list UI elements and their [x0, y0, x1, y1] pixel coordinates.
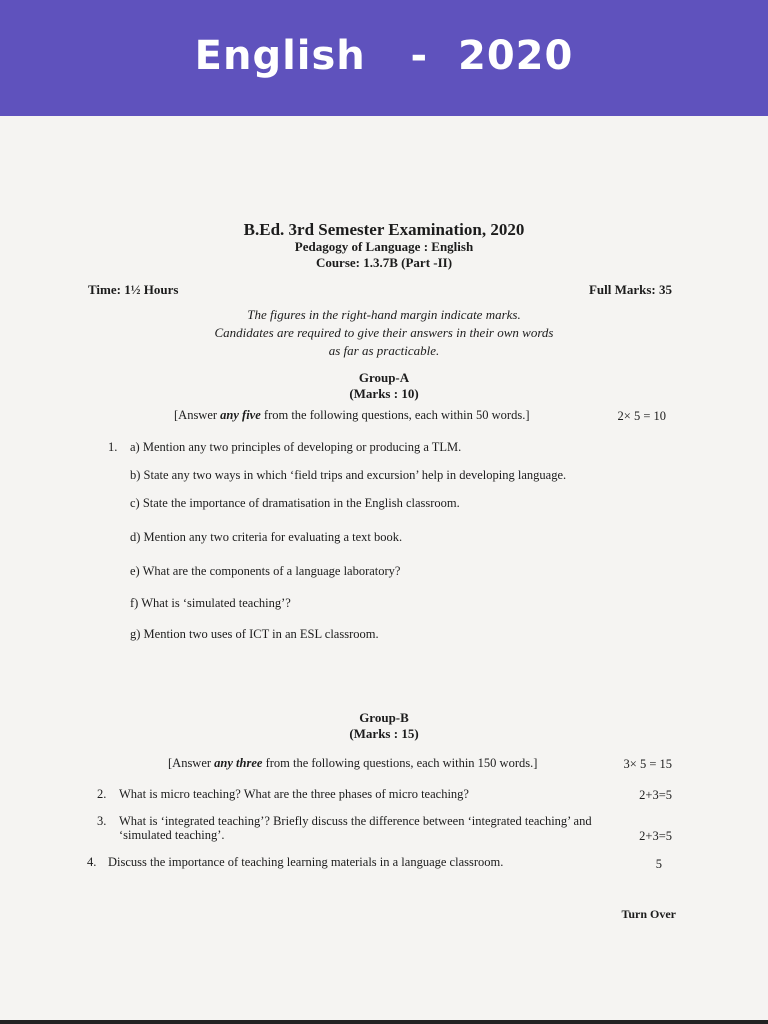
- question-3-text: What is ‘integrated teaching’? Briefly discuss the difference between ‘integrated teaching’ and: [119, 814, 592, 828]
- instruction-line-2: Candidates are required to give their answers in their own words: [214, 325, 554, 340]
- banner-title: English - 2020: [194, 33, 574, 79]
- course-line: Course: 1.3.7B (Part -II): [315, 255, 453, 270]
- question-1b: b) State any two ways in which ‘field trips and excursion’ help in developing language.: [130, 468, 567, 482]
- question-3-number: 3.: [97, 814, 107, 828]
- group-b-marks: (Marks : 15): [349, 726, 419, 741]
- group-b-instruction: [168, 756, 537, 771]
- question-1c: c) State the importance of dramatisation in the English classroom.: [130, 496, 460, 510]
- group-b-instruction-emphasis: any three: [214, 756, 263, 770]
- question-1a: a) Mention any two principles of developing or producing a TLM.: [130, 440, 462, 454]
- question-4-text: Discuss the importance of teaching learning materials in a language classroom.: [108, 855, 504, 869]
- group-a-scheme: 2× 5 = 10: [617, 409, 666, 423]
- question-2-number: 2.: [97, 787, 107, 801]
- instruction-line-3: as far as practicable.: [328, 343, 440, 358]
- group-b-scheme: 3× 5 = 15: [623, 757, 672, 771]
- full-marks-label: Full Marks: 35: [588, 282, 672, 297]
- exam-title: B.Ed. 3rd Semester Examination, 2020: [243, 220, 525, 239]
- group-a-instruction-pre: [Answer: [174, 408, 221, 422]
- group-b-instruction-post: from the following questions, each within 150 words.]: [262, 756, 538, 770]
- group-a-marks: (Marks : 10): [349, 386, 419, 401]
- bottom-border: [0, 1020, 768, 1024]
- question-1e: e) What are the components of a language laboratory?: [130, 564, 401, 578]
- question-4-number: 4.: [87, 855, 97, 869]
- group-b-title: Group-B: [359, 710, 409, 725]
- question-2-marks: 2+3=5: [639, 788, 672, 802]
- header-banner: [0, 0, 768, 116]
- group-a-title: Group-A: [358, 370, 410, 385]
- question-3-marks: 2+3=5: [639, 829, 672, 843]
- group-a-instruction-post: from the following questions, each within 50 words.]: [260, 408, 530, 422]
- question-4-marks: 5: [655, 857, 662, 871]
- instruction-line-1: The figures in the right-hand margin indicate marks.: [247, 307, 521, 322]
- group-a-instruction-emphasis: any five: [220, 408, 261, 422]
- question-1d: d) Mention any two criteria for evaluating a text book.: [130, 530, 403, 544]
- turn-over-label: Turn Over: [621, 907, 676, 921]
- subject-line: Pedagogy of Language : English: [294, 239, 474, 254]
- question-3-text-cont: ‘simulated teaching’.: [119, 828, 225, 842]
- question-1f: f) What is ‘simulated teaching’?: [130, 596, 291, 610]
- group-b-instruction-pre: [Answer: [168, 756, 215, 770]
- time-label: Time: 1½ Hours: [88, 282, 179, 297]
- question-1g: g) Mention two uses of ICT in an ESL classroom.: [130, 627, 379, 641]
- group-a-instruction: [174, 408, 530, 423]
- question-2-text: What is micro teaching? What are the three phases of micro teaching?: [119, 787, 469, 801]
- question-1-number: 1.: [108, 440, 118, 454]
